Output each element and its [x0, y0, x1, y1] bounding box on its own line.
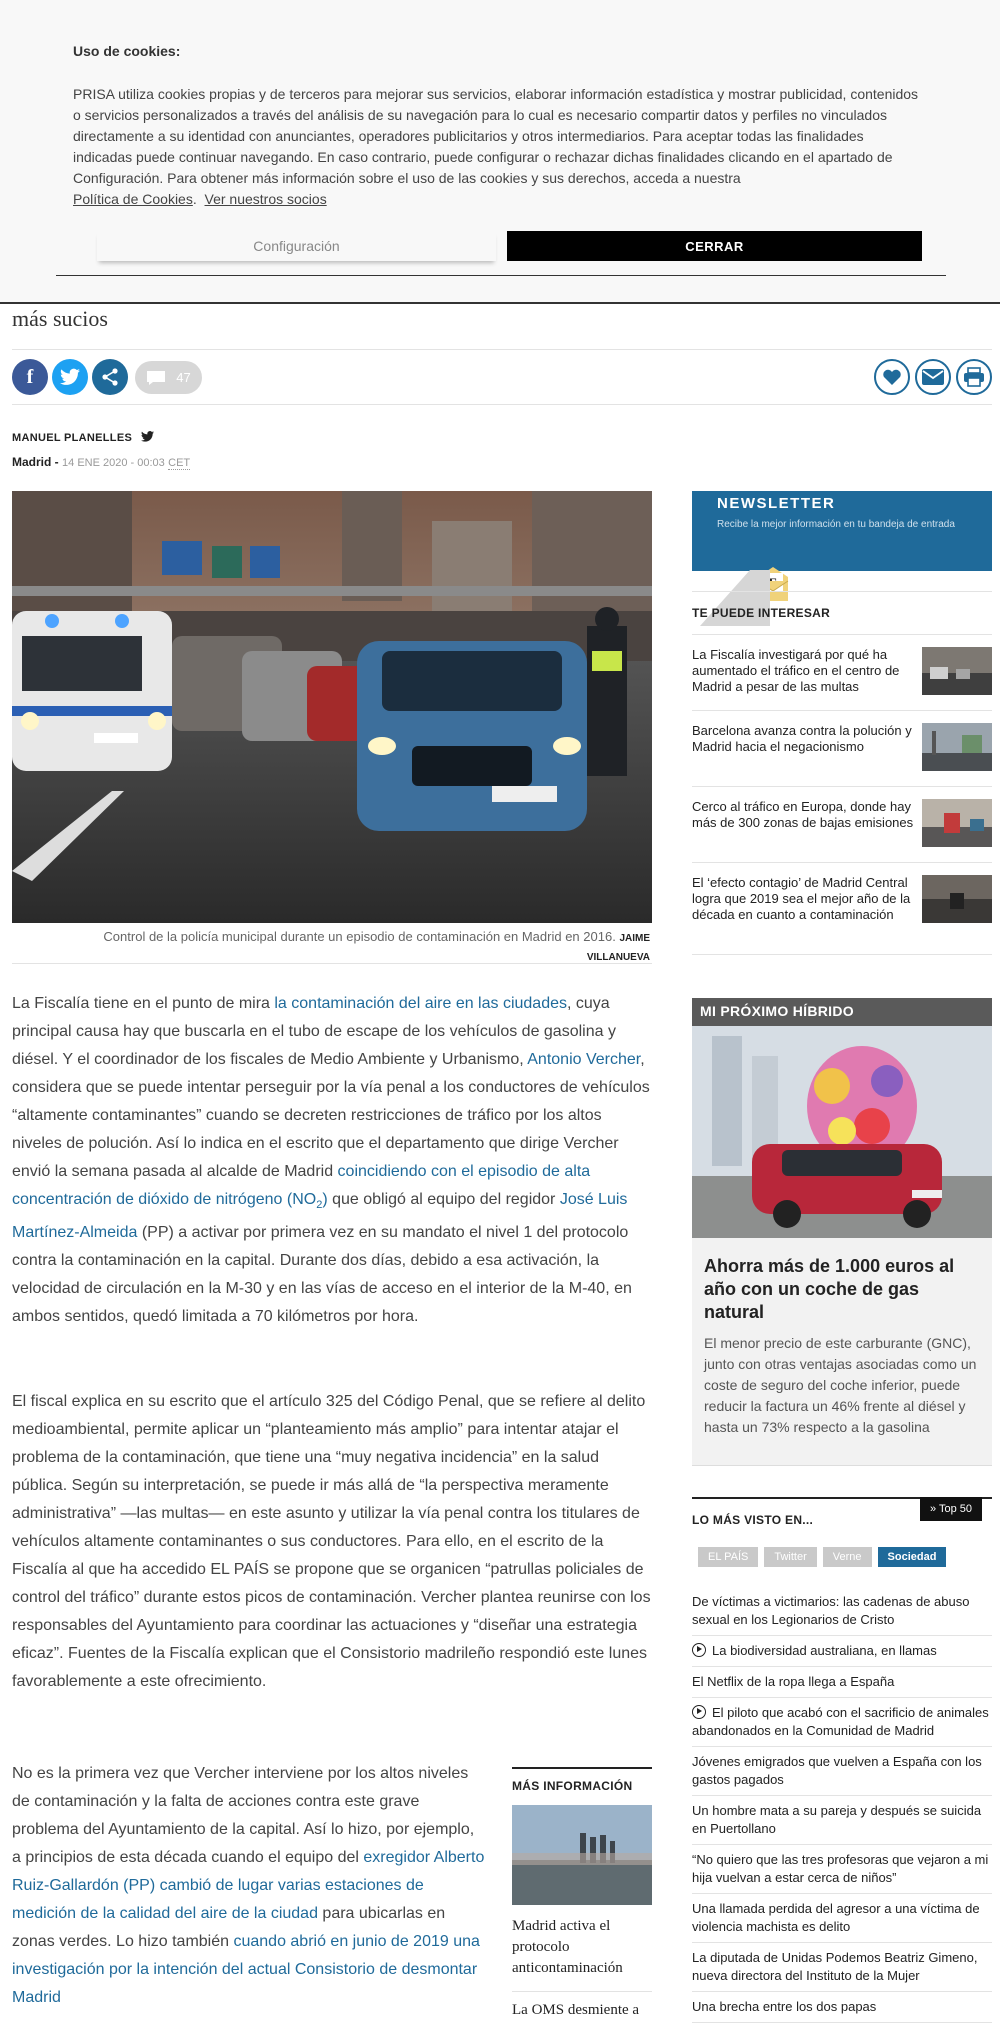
- list-item[interactable]: De víctimas a victimarios: las cadenas de abuso sexual en los Legionarios de Cristo: [692, 1587, 992, 1636]
- dateline: Madrid - 14 ENE 2020 - 00:03 CET: [12, 455, 191, 469]
- list-item[interactable]: El Netflix de la ropa llega a España: [692, 1667, 992, 1698]
- list-item[interactable]: “No quiero que las tres profesoras que vejaron a mi hija vuelvan a estar cerca de niños”: [692, 1845, 992, 1894]
- episodio-link[interactable]: coincidiendo con el episodio de alta concentración de dióxido de nitrógeno $(NO_2)$: [12, 1163, 591, 1212]
- comment-icon: [146, 370, 166, 386]
- list-item[interactable]: Jóvenes emigrados que vuelven a España con los gastos pagados: [692, 1747, 992, 1796]
- newsletter-box[interactable]: [692, 491, 992, 571]
- hybrid-title[interactable]: Ahorra más de 1.000 euros al año con un coche de gas natural: [704, 1256, 955, 1322]
- tab-sociedad[interactable]: Sociedad: [878, 1547, 947, 1567]
- location: Madrid: [12, 455, 52, 469]
- newsletter-subtitle: Recibe la mejor información en tu bandeja de entrada: [717, 519, 955, 530]
- facebook-share-button[interactable]: [12, 359, 48, 395]
- list-item[interactable]: El piloto que acabó con el sacrificio de animales abandonados en la Comunidad de Madrid: [692, 1698, 992, 1747]
- mail-icon: [922, 369, 944, 385]
- hybrid-promo[interactable]: [692, 998, 992, 1466]
- most-viewed-heading: LO MÁS VISTO EN...: [692, 1513, 814, 1527]
- hybrid-promo-image[interactable]: [692, 1026, 992, 1238]
- cookie-title: Uso de cookies:: [73, 43, 181, 59]
- article-paragraph: La Fiscalía tiene en el punto de mira la contaminación del aire en las ciudades, cuya principal causa hay que buscarla en el tubo de escape de los vehículos de gasolina y diésel. Y el coordinador de los fiscales de Medio Ambiente y Urbanismo, Antonio Vercher, considera que se puede intentar perseguir por la vía penal a los conductores de vehículos “altamente contaminantes” cuando se decreten restricciones de tráfico por los altos niveles de polución. Así lo indica en el escrito que el departamento que dirige Vercher envió la semana pasada al alcalde de Madrid coincidiendo con el episodio de alta concentración de dióxido de nitrógeno $(NO_2)$ que obligó al equipo del regidor José Luis Martínez-Almeida (PP) a activar por primera vez en su mandato el nivel 1 del protocolo contra la contaminación en la capital. Durante dos días, debido a esa activación, la velocidad de circulación en la M-30 y en las vías de acceso en el interior de la M-40, en ambos sentidos, quedó limitada a 70 kilómetros por hora.: [12, 995, 650, 1326]
- newsletter-title: NEWSLETTER: [717, 495, 836, 512]
- save-button[interactable]: [874, 359, 910, 395]
- gallardon-link[interactable]: exregidor Alberto Ruiz-Gallardón (PP) cambió de lugar varias estaciones de medición de la calidad del aire de la ciudad: [12, 1849, 485, 1922]
- investigacion-link[interactable]: cuando abrió en junio de 2019 una investigación por la intención del actual Consistorio de desmontar Madrid: [12, 1933, 480, 2006]
- more-info-heading: MÁS INFORMACIÓN: [512, 1767, 652, 1793]
- related-item[interactable]: El ‘efecto contagio’ de Madrid Central logra que 2019 sea el mejor año de la década en cuanto a contaminación: [692, 862, 992, 954]
- cookie-banner: [0, 0, 1000, 304]
- divider: [692, 591, 992, 592]
- printer-icon: [963, 367, 985, 387]
- cookie-close-button[interactable]: CERRAR: [507, 231, 922, 261]
- tab-twitter[interactable]: Twitter: [764, 1547, 816, 1567]
- cookie-policy-link[interactable]: Política de Cookies: [73, 191, 193, 207]
- article-paragraph: El fiscal explica en su escrito que el artículo 325 del Código Penal, que se refiere al delito medioambiental, permite aplicar un “planteamiento más amplio” para intentar atajar el problema de la contaminación, que tiene una “muy negativa incidencia” en la salud pública. Según su interpretación, se puede ir más allá de “la perspectiva meramente administrativa” —las multas— en este asunto y utilizar la vía penal contra los titulares de vehículos altamente contaminantes o sus conductores. Para ello, en el escrito de la Fiscalía al que ha accedido EL PAÍS se propone que se organicen “patrullas policiales de control del tráfico” durante estos picos de contaminación. Vercher plantea reunirse con los responsables del Ayuntamiento para coordinar las actuaciones y “diseñar una estrategia eficaz”. Fuentes de la Fiscalía explican que el Consistorio madrileño respondió este lunes favorablemente a este ofrecimiento.: [12, 1393, 651, 1690]
- email-button[interactable]: [915, 359, 951, 395]
- share-button[interactable]: [92, 359, 128, 395]
- video-play-icon: [692, 1643, 706, 1657]
- related-item[interactable]: La Fiscalía investigará por qué ha aumentado el tráfico en el centro de Madrid a pesar de las multas: [692, 634, 992, 710]
- most-viewed: [692, 1497, 992, 2014]
- related-thumbnail[interactable]: [922, 647, 992, 695]
- traffic-photo-image: [12, 491, 652, 923]
- hybrid-label: MI PRÓXIMO HÍBRIDO: [692, 998, 992, 1026]
- related-thumbnail[interactable]: [922, 723, 992, 771]
- related-item[interactable]: Cerco al tráfico en Europa, donde hay más de 300 zonas de bajas emisiones: [692, 786, 992, 862]
- top50-button[interactable]: » Top 50: [920, 1497, 982, 1521]
- share-icon: [100, 367, 120, 387]
- twitter-icon[interactable]: [141, 431, 154, 442]
- most-viewed-tabs: [698, 1547, 946, 1567]
- divider: [12, 404, 992, 405]
- twitter-share-button[interactable]: [52, 359, 88, 395]
- twitter-icon: [60, 368, 80, 386]
- author-link[interactable]: MANUEL PLANELLES: [12, 432, 133, 444]
- photo-credit: JAIME VILLANUEVA: [586, 933, 650, 963]
- tab-verne[interactable]: Verne: [823, 1547, 872, 1567]
- more-info-box: [512, 1767, 652, 2021]
- divider: [12, 349, 992, 350]
- divider: [12, 963, 652, 964]
- comments-button[interactable]: [135, 361, 202, 394]
- publish-date: 14 ENE 2020 - 00:03: [62, 457, 165, 469]
- video-play-icon: [692, 1705, 706, 1719]
- divider: [692, 954, 992, 955]
- list-item[interactable]: La diputada de Unidas Podemos Beatriz Gimeno, nueva directora del Instituto de la Mujer: [692, 1943, 992, 1992]
- list-item[interactable]: La biodiversidad australiana, en llamas: [692, 1636, 992, 1667]
- article-photo: [12, 491, 652, 923]
- article-paragraph: No es la primera vez que Vercher interviene por los altos niveles de contaminación y la falta de acciones contra este grave problema del Ayuntamiento de la capital. Así lo hizo, por ejemplo, a principios de esta década cuando el equipo del exregidor Alberto Ruiz-Gallardón (PP) cambió de lugar varias estaciones de medición de la calidad del aire de la ciudad para ubicarlas en zonas verdes. Lo hizo también cuando abrió en junio de 2019 una investigación por la intención del actual Consistorio de desmontar Madrid: [12, 1765, 485, 2006]
- almeida-link[interactable]: José Luis Martínez-Almeida: [12, 1191, 628, 1242]
- timezone: CET: [168, 457, 191, 469]
- article-title: más sucios: [12, 306, 108, 331]
- related-thumbnail[interactable]: [922, 799, 992, 847]
- print-button[interactable]: [956, 359, 992, 395]
- author-byline: [12, 431, 154, 444]
- related-heading: TE PUEDE INTERESAR: [692, 606, 831, 620]
- more-info-item[interactable]: Madrid activa el protocolo anticontaminación: [512, 1918, 623, 1976]
- more-info-thumbnail[interactable]: [512, 1805, 652, 1905]
- photo-caption: Control de la policía municipal durante un episodio de contaminación en Madrid en 2016. JAIME VILLANUEVA: [103, 929, 650, 963]
- vercher-link[interactable]: Antonio Vercher: [527, 1051, 641, 1068]
- partners-link[interactable]: Ver nuestros socios: [204, 191, 327, 207]
- cookie-text: PRISA utiliza cookies propias y de terceros para mejorar sus servicios, elaborar información estadística y mostrar publicidad, contenidos o servicios personalizados a través del análisis de su navegación para lo cual es necesario compartir datos y perfiles no vinculados directamente a su identidad con anunciantes, operadores publicitarios y otros intermediarios. Para aceptar todas las finalidades indicadas puede continuar navegando. En caso contrario, puede configurar o rechazar dichas finalidades clicando en el apartado de Configuración. Para obtener más información sobre el uso de las cookies y sus derechos, acceda a nuestra Política de Cookies. Ver nuestros socios: [73, 86, 919, 207]
- facebook-icon: f: [26, 365, 34, 388]
- list-item[interactable]: Una llamada perdida del agresor a una víctima de violencia machista es delito: [692, 1894, 992, 1943]
- comment-count: 47: [176, 370, 191, 385]
- most-viewed-list: [692, 1587, 992, 2023]
- cookie-divider: [56, 275, 946, 276]
- hybrid-text: El menor precio de este carburante (GNC), junto con otras ventajas asociadas como un coste de seguro del coche inferior, puede reducir la factura un 46% frente al diésel y hasta un 73% respecto a la gasolina: [704, 1335, 977, 1435]
- tab-elpais[interactable]: EL PAÍS: [698, 1547, 758, 1567]
- heart-icon: [882, 368, 902, 386]
- list-item[interactable]: Una brecha entre los dos papas: [692, 1992, 992, 2023]
- more-info-item[interactable]: La OMS desmiente a: [512, 1991, 652, 2021]
- related-item[interactable]: Barcelona avanza contra la polución y Madrid hacia el negacionismo: [692, 710, 992, 786]
- related-thumbnail[interactable]: [922, 875, 992, 923]
- list-item[interactable]: Un hombre mata a su pareja y después se suicida en Puertollano: [692, 1796, 992, 1845]
- contaminacion-link[interactable]: la contaminación del aire en las ciudades: [274, 995, 567, 1012]
- cookie-config-button[interactable]: Configuración: [97, 231, 496, 261]
